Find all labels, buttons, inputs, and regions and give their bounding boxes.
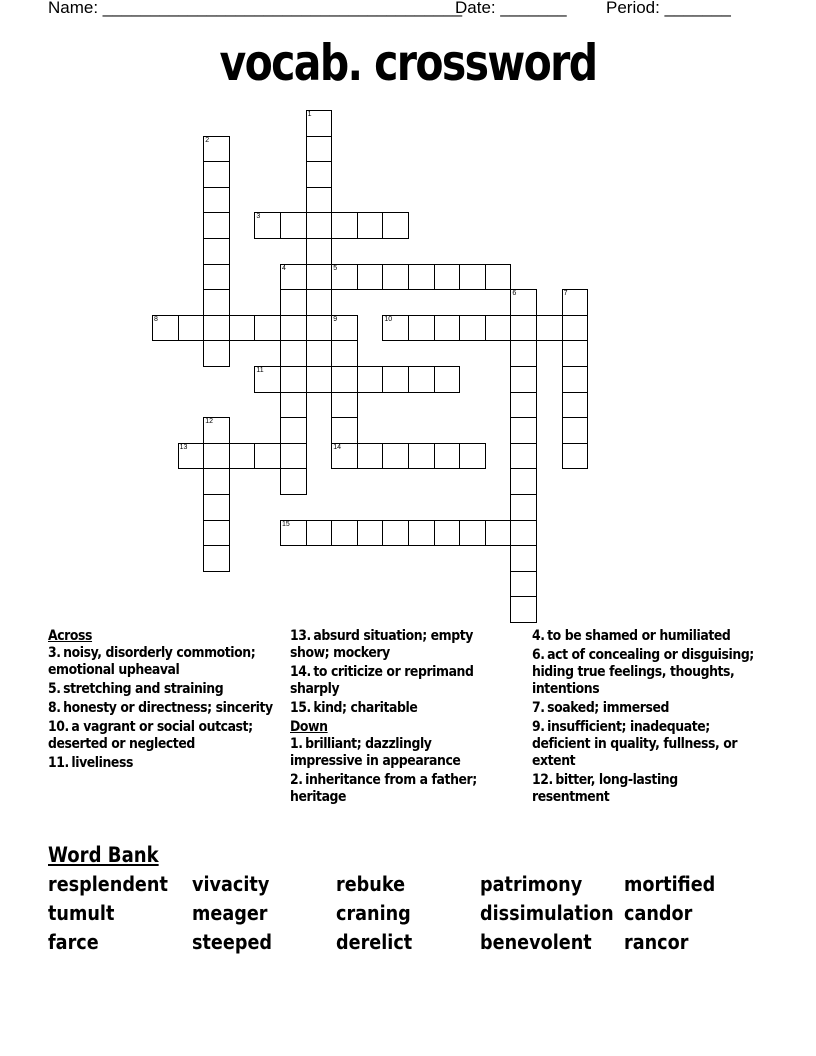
grid-cell[interactable] <box>178 315 205 342</box>
grid-cell[interactable] <box>434 366 461 393</box>
grid-cell[interactable] <box>485 264 512 291</box>
grid-cell[interactable] <box>510 545 537 572</box>
grid-cell[interactable] <box>382 520 409 547</box>
grid-cell[interactable] <box>562 315 589 342</box>
grid-cell[interactable] <box>229 443 256 470</box>
grid-cell[interactable] <box>306 212 333 239</box>
grid-cell[interactable] <box>254 366 281 393</box>
down-heading: Down <box>290 719 328 735</box>
name-field[interactable]: Name: ______________________________________ <box>48 0 463 17</box>
date-field[interactable]: Date: _______ <box>455 0 567 17</box>
word-bank-item: mortified <box>624 872 716 896</box>
grid-cell[interactable] <box>562 289 589 316</box>
grid-cell[interactable] <box>382 264 409 291</box>
grid-cell[interactable] <box>280 212 307 239</box>
clue-down-9: 9. insufficient; inadequate; deficient in quality, fullness, or extent <box>532 719 738 769</box>
grid-cell[interactable] <box>382 366 409 393</box>
grid-cell[interactable] <box>510 468 537 495</box>
clues-column-1 <box>48 628 318 774</box>
word-bank-item: vivacity <box>192 872 270 896</box>
word-bank <box>48 872 768 962</box>
grid-cell[interactable] <box>434 443 461 470</box>
grid-cell[interactable] <box>203 443 230 470</box>
grid-cell[interactable] <box>562 366 589 393</box>
grid-cell[interactable] <box>280 315 307 342</box>
period-field[interactable]: Period: _______ <box>606 0 731 17</box>
clues-column-2 <box>290 628 520 808</box>
grid-cell[interactable] <box>459 443 486 470</box>
word-bank-item: steeped <box>192 930 273 954</box>
word-bank-item: benevolent <box>480 930 592 954</box>
clue-number-label: 13 <box>179 443 188 451</box>
grid-cell[interactable] <box>229 315 256 342</box>
grid-cell[interactable] <box>203 545 230 572</box>
grid-cell[interactable] <box>562 443 589 470</box>
word-bank-item: candor <box>624 901 693 925</box>
grid-cell[interactable] <box>510 443 537 470</box>
clue-across-10: 10. a vagrant or social outcast; deserted or neglected <box>48 719 253 752</box>
grid-cell[interactable] <box>254 212 281 239</box>
clue-across-11: 11. liveliness <box>48 755 133 771</box>
grid-cell[interactable] <box>382 315 409 342</box>
grid-cell[interactable] <box>306 520 333 547</box>
grid-cell[interactable] <box>254 443 281 470</box>
clue-number-label: 9 <box>333 315 338 323</box>
grid-cell[interactable] <box>510 340 537 367</box>
grid-cell[interactable] <box>306 136 333 163</box>
word-bank-item: resplendent <box>48 872 168 896</box>
clue-number-label: 8 <box>154 315 158 323</box>
word-bank-item: rancor <box>624 930 689 954</box>
grid-cell[interactable] <box>331 315 358 342</box>
grid-cell[interactable] <box>203 289 230 316</box>
grid-cell[interactable] <box>510 392 537 419</box>
grid-cell[interactable] <box>306 366 333 393</box>
grid-cell[interactable] <box>510 571 537 598</box>
word-bank-item: tumult <box>48 901 115 925</box>
grid-cell[interactable] <box>357 366 384 393</box>
grid-cell[interactable] <box>510 520 537 547</box>
grid-cell[interactable] <box>203 264 230 291</box>
grid-cell[interactable] <box>280 520 307 547</box>
grid-cell[interactable] <box>459 315 486 342</box>
grid-cell[interactable] <box>434 315 461 342</box>
grid-cell[interactable] <box>203 136 230 163</box>
grid-cell[interactable] <box>357 443 384 470</box>
grid-cell[interactable] <box>408 315 435 342</box>
grid-cell[interactable] <box>203 494 230 521</box>
clue-down-4: 4. to be shamed or humiliated <box>532 628 731 644</box>
grid-cell[interactable] <box>485 315 512 342</box>
clue-number-label: 10 <box>384 315 393 323</box>
grid-cell[interactable] <box>254 315 281 342</box>
grid-cell[interactable] <box>562 340 589 367</box>
clue-number-label: 7 <box>563 290 568 298</box>
grid-cell[interactable] <box>357 264 384 291</box>
grid-cell[interactable] <box>331 392 358 419</box>
grid-cell[interactable] <box>562 392 589 419</box>
grid-cell[interactable] <box>536 315 563 342</box>
clue-down-7: 7. soaked; immersed <box>532 700 670 716</box>
clue-number-label: 5 <box>333 264 338 272</box>
grid-cell[interactable] <box>203 212 230 239</box>
grid-cell[interactable] <box>331 443 358 470</box>
grid-cell[interactable] <box>331 366 358 393</box>
page-title: vocab. crossword <box>219 34 597 92</box>
clue-across-14: 14. to criticize or reprimand sharply <box>290 664 474 697</box>
grid-cell[interactable] <box>408 443 435 470</box>
word-bank-item: rebuke <box>336 872 406 896</box>
grid-cell[interactable] <box>203 315 230 342</box>
clue-across-13: 13. absurd situation; empty show; mockery <box>290 628 473 661</box>
word-bank-item: dissimulation <box>480 901 614 925</box>
clue-number-label: 3 <box>256 213 261 221</box>
grid-cell[interactable] <box>510 494 537 521</box>
clue-down-12: 12. bitter, long-lasting resentment <box>532 772 678 805</box>
grid-cell[interactable] <box>280 417 307 444</box>
clue-across-8: 8. honesty or directness; sincerity <box>48 700 273 716</box>
grid-cell[interactable] <box>510 417 537 444</box>
grid-cell[interactable] <box>280 443 307 470</box>
grid-cell[interactable] <box>203 417 230 444</box>
grid-cell[interactable] <box>306 161 333 188</box>
clue-number-label: 11 <box>256 367 264 374</box>
clue-number-label: 2 <box>205 136 210 144</box>
grid-cell[interactable] <box>510 315 537 342</box>
grid-cell[interactable] <box>203 468 230 495</box>
grid-cell[interactable] <box>280 468 307 495</box>
grid-cell[interactable] <box>306 315 333 342</box>
clue-down-1: 1. brilliant; dazzlingly impressive in appearance <box>290 736 461 769</box>
grid-cell[interactable] <box>510 366 537 393</box>
word-bank-item: meager <box>192 901 268 925</box>
grid-cell[interactable] <box>203 187 230 214</box>
grid-cell[interactable] <box>408 366 435 393</box>
across-heading: Across <box>48 628 93 644</box>
grid-cell[interactable] <box>331 520 358 547</box>
grid-cell[interactable] <box>203 238 230 265</box>
clue-number-label: 14 <box>333 443 341 451</box>
grid-cell[interactable] <box>408 264 435 291</box>
grid-cell[interactable] <box>306 238 333 265</box>
grid-cell[interactable] <box>331 340 358 367</box>
grid-cell[interactable] <box>485 520 512 547</box>
clue-across-5: 5. stretching and straining <box>48 681 224 697</box>
word-bank-item: farce <box>48 930 99 954</box>
grid-cell[interactable] <box>510 289 537 316</box>
grid-cell[interactable] <box>203 340 230 367</box>
clue-number-label: 12 <box>205 418 213 426</box>
word-bank-item: craning <box>336 901 411 925</box>
clue-number-label: 1 <box>307 111 312 118</box>
grid-cell[interactable] <box>562 417 589 444</box>
clue-number-label: 6 <box>512 290 517 298</box>
grid-cell[interactable] <box>280 392 307 419</box>
grid-cell[interactable] <box>382 212 409 239</box>
grid-cell[interactable] <box>280 366 307 393</box>
word-bank-item: patrimony <box>480 872 583 896</box>
word-bank-item: derelict <box>336 930 413 954</box>
grid-cell[interactable] <box>203 520 230 547</box>
grid-cell[interactable] <box>459 264 486 291</box>
clue-number-label: 15 <box>282 520 290 528</box>
clue-across-15: 15. kind; charitable <box>290 700 418 716</box>
grid-cell[interactable] <box>357 212 384 239</box>
grid-cell[interactable] <box>434 520 461 547</box>
grid-cell[interactable] <box>280 264 307 291</box>
grid-cell[interactable] <box>306 289 333 316</box>
grid-cell[interactable] <box>510 596 537 623</box>
clue-number-label: 4 <box>282 264 286 272</box>
grid-cell[interactable] <box>152 315 179 342</box>
grid-cell[interactable] <box>280 340 307 367</box>
grid-cell[interactable] <box>306 187 333 214</box>
grid-cell[interactable] <box>434 264 461 291</box>
grid-cell[interactable] <box>331 417 358 444</box>
clues-column-3 <box>532 628 792 808</box>
grid-cell[interactable] <box>357 520 384 547</box>
grid-cell[interactable] <box>382 443 409 470</box>
grid-cell[interactable] <box>306 110 333 137</box>
clue-down-2: 2. inheritance from a father; heritage <box>290 772 477 805</box>
grid-cell[interactable] <box>280 289 307 316</box>
grid-cell[interactable] <box>331 264 358 291</box>
word-bank-heading: Word Bank <box>48 843 159 867</box>
grid-cell[interactable] <box>408 520 435 547</box>
clue-across-3: 3. noisy, disorderly commotion; emotional upheaval <box>48 645 256 678</box>
grid-cell[interactable] <box>178 443 205 470</box>
clue-down-6: 6. act of concealing or disguising; hiding true feelings, thoughts, intentions <box>532 647 754 697</box>
grid-cell[interactable] <box>459 520 486 547</box>
grid-cell[interactable] <box>306 264 333 291</box>
grid-cell[interactable] <box>331 212 358 239</box>
grid-cell[interactable] <box>306 340 333 367</box>
grid-cell[interactable] <box>203 161 230 188</box>
